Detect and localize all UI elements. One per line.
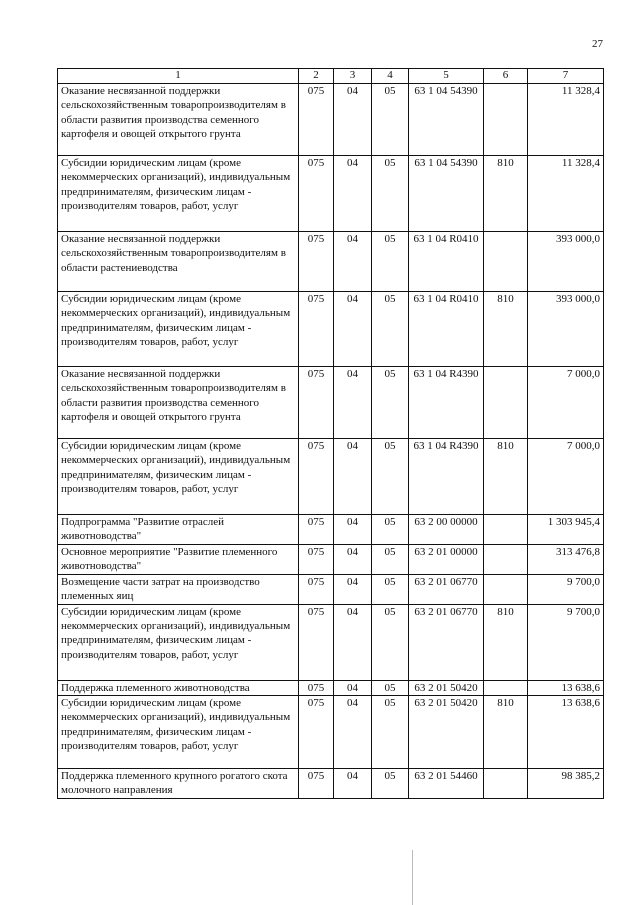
cell-subsection: 05 bbox=[372, 156, 409, 232]
table-row bbox=[58, 680, 604, 695]
cell-name: Оказание несвязанной поддержки сельскохозяйственным товаропроизводителям в области развития производства семенного картофеля и овощей открытого грунта bbox=[58, 367, 299, 439]
cell-name: Субсидии юридическим лицам (кроме некоммерческих организаций), индивидуальным предпринимателям, физическим лицам - производителям товаров, работ, услуг bbox=[58, 156, 299, 232]
cell-subsection: 05 bbox=[372, 680, 409, 695]
cell-name: Поддержка племенного животноводства bbox=[58, 680, 299, 695]
cell-expense-type bbox=[484, 680, 528, 695]
cell-ministry: 075 bbox=[299, 84, 334, 156]
cell-subsection: 05 bbox=[372, 292, 409, 367]
cell-amount: 11 328,4 bbox=[528, 84, 604, 156]
column-header-ministry: 2 bbox=[299, 69, 334, 84]
cell-section: 04 bbox=[334, 292, 372, 367]
cell-name: Оказание несвязанной поддержки сельскохозяйственным товаропроизводителям в области растениеводства bbox=[58, 232, 299, 292]
cell-section: 04 bbox=[334, 84, 372, 156]
cell-ministry: 075 bbox=[299, 604, 334, 680]
cell-ministry: 075 bbox=[299, 439, 334, 515]
cell-target: 63 2 01 06770 bbox=[409, 604, 484, 680]
cell-ministry: 075 bbox=[299, 232, 334, 292]
table-header-row bbox=[58, 69, 604, 84]
cell-amount: 13 638,6 bbox=[528, 680, 604, 695]
table-row bbox=[58, 545, 604, 575]
table-row bbox=[58, 604, 604, 680]
cell-name: Поддержка племенного крупного рогатого скота молочного направления bbox=[58, 769, 299, 799]
scan-artifact-line bbox=[412, 850, 413, 905]
table-body bbox=[58, 84, 604, 799]
cell-subsection: 05 bbox=[372, 769, 409, 799]
cell-expense-type: 810 bbox=[484, 696, 528, 769]
cell-amount: 9 700,0 bbox=[528, 604, 604, 680]
table-row bbox=[58, 84, 604, 156]
cell-section: 04 bbox=[334, 232, 372, 292]
cell-subsection: 05 bbox=[372, 545, 409, 575]
column-header-section: 3 bbox=[334, 69, 372, 84]
cell-section: 04 bbox=[334, 769, 372, 799]
cell-target: 63 2 01 06770 bbox=[409, 574, 484, 604]
cell-subsection: 05 bbox=[372, 696, 409, 769]
cell-section: 04 bbox=[334, 604, 372, 680]
cell-target: 63 2 01 50420 bbox=[409, 680, 484, 695]
budget-table bbox=[57, 68, 604, 799]
column-header-name: 1 bbox=[58, 69, 299, 84]
cell-expense-type bbox=[484, 574, 528, 604]
cell-target: 63 1 04 R0410 bbox=[409, 292, 484, 367]
table-row bbox=[58, 515, 604, 545]
page-number: 27 bbox=[592, 38, 603, 50]
cell-expense-type: 810 bbox=[484, 439, 528, 515]
cell-section: 04 bbox=[334, 367, 372, 439]
cell-subsection: 05 bbox=[372, 232, 409, 292]
cell-target: 63 2 01 50420 bbox=[409, 696, 484, 769]
cell-amount: 393 000,0 bbox=[528, 292, 604, 367]
cell-expense-type bbox=[484, 515, 528, 545]
cell-ministry: 075 bbox=[299, 574, 334, 604]
cell-ministry: 075 bbox=[299, 292, 334, 367]
cell-expense-type: 810 bbox=[484, 292, 528, 367]
cell-target: 63 1 04 R4390 bbox=[409, 439, 484, 515]
cell-ministry: 075 bbox=[299, 156, 334, 232]
cell-subsection: 05 bbox=[372, 574, 409, 604]
table-row bbox=[58, 156, 604, 232]
cell-target: 63 1 04 R4390 bbox=[409, 367, 484, 439]
cell-amount: 13 638,6 bbox=[528, 696, 604, 769]
cell-name: Субсидии юридическим лицам (кроме некоммерческих организаций), индивидуальным предпринимателям, физическим лицам - производителям товаров, работ, услуг bbox=[58, 439, 299, 515]
cell-section: 04 bbox=[334, 515, 372, 545]
cell-expense-type bbox=[484, 84, 528, 156]
cell-ministry: 075 bbox=[299, 696, 334, 769]
cell-subsection: 05 bbox=[372, 604, 409, 680]
table-row bbox=[58, 232, 604, 292]
table-row bbox=[58, 439, 604, 515]
cell-target: 63 2 01 00000 bbox=[409, 545, 484, 575]
cell-target: 63 1 04 54390 bbox=[409, 156, 484, 232]
cell-target: 63 1 04 R0410 bbox=[409, 232, 484, 292]
cell-expense-type bbox=[484, 367, 528, 439]
cell-target: 63 2 00 00000 bbox=[409, 515, 484, 545]
cell-name: Основное мероприятие "Развитие племенного животноводства" bbox=[58, 545, 299, 575]
cell-ministry: 075 bbox=[299, 769, 334, 799]
table-row bbox=[58, 696, 604, 769]
column-header-expense-type: 6 bbox=[484, 69, 528, 84]
column-header-subsection: 4 bbox=[372, 69, 409, 84]
cell-expense-type bbox=[484, 545, 528, 575]
cell-expense-type bbox=[484, 232, 528, 292]
cell-expense-type bbox=[484, 769, 528, 799]
cell-section: 04 bbox=[334, 439, 372, 515]
cell-name: Субсидии юридическим лицам (кроме некоммерческих организаций), индивидуальным предпринимателям, физическим лицам - производителям товаров, работ, услуг bbox=[58, 604, 299, 680]
cell-subsection: 05 bbox=[372, 84, 409, 156]
cell-subsection: 05 bbox=[372, 515, 409, 545]
column-header-target: 5 bbox=[409, 69, 484, 84]
table-row bbox=[58, 574, 604, 604]
cell-name: Субсидии юридическим лицам (кроме некоммерческих организаций), индивидуальным предпринимателям, физическим лицам - производителям товаров, работ, услуг bbox=[58, 292, 299, 367]
cell-ministry: 075 bbox=[299, 545, 334, 575]
cell-section: 04 bbox=[334, 680, 372, 695]
cell-ministry: 075 bbox=[299, 680, 334, 695]
cell-section: 04 bbox=[334, 156, 372, 232]
cell-section: 04 bbox=[334, 696, 372, 769]
cell-subsection: 05 bbox=[372, 439, 409, 515]
cell-ministry: 075 bbox=[299, 515, 334, 545]
cell-expense-type: 810 bbox=[484, 156, 528, 232]
cell-amount: 313 476,8 bbox=[528, 545, 604, 575]
cell-section: 04 bbox=[334, 545, 372, 575]
cell-amount: 1 303 945,4 bbox=[528, 515, 604, 545]
cell-section: 04 bbox=[334, 574, 372, 604]
table-row bbox=[58, 292, 604, 367]
cell-amount: 7 000,0 bbox=[528, 439, 604, 515]
table-row bbox=[58, 367, 604, 439]
cell-expense-type: 810 bbox=[484, 604, 528, 680]
cell-ministry: 075 bbox=[299, 367, 334, 439]
cell-name: Субсидии юридическим лицам (кроме некоммерческих организаций), индивидуальным предпринимателям, физическим лицам - производителям товаров, работ, услуг bbox=[58, 696, 299, 769]
cell-amount: 9 700,0 bbox=[528, 574, 604, 604]
cell-name: Подпрограмма "Развитие отраслей животноводства" bbox=[58, 515, 299, 545]
cell-target: 63 2 01 54460 bbox=[409, 769, 484, 799]
table-row bbox=[58, 769, 604, 799]
cell-name: Возмещение части затрат на производство племенных яиц bbox=[58, 574, 299, 604]
column-header-amount: 7 bbox=[528, 69, 604, 84]
cell-name: Оказание несвязанной поддержки сельскохозяйственным товаропроизводителям в области развития производства семенного картофеля и овощей открытого грунта bbox=[58, 84, 299, 156]
cell-amount: 98 385,2 bbox=[528, 769, 604, 799]
cell-amount: 11 328,4 bbox=[528, 156, 604, 232]
cell-amount: 7 000,0 bbox=[528, 367, 604, 439]
cell-subsection: 05 bbox=[372, 367, 409, 439]
cell-amount: 393 000,0 bbox=[528, 232, 604, 292]
cell-target: 63 1 04 54390 bbox=[409, 84, 484, 156]
